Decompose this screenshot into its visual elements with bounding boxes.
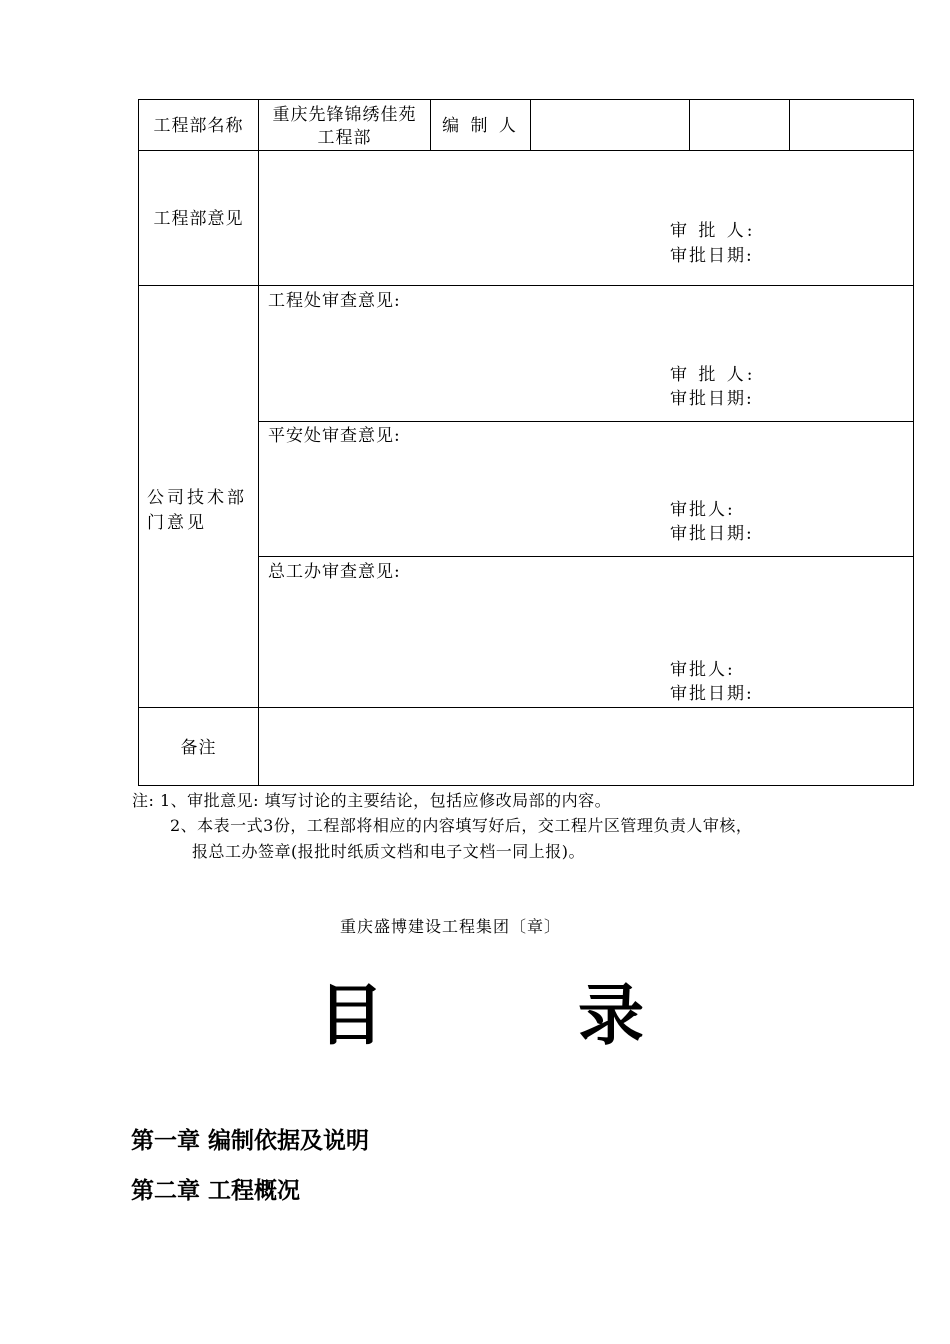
note-line-3: 报总工办签章(报批时纸质文档和电子文档一同上报)。 [192,842,585,861]
table-border-bottom [138,785,914,786]
toc-title-char-2: 录 [578,976,644,1054]
safety-review-title: 平安处审查意见: [268,426,401,446]
chief-engineer-approver-label: 审批人: [670,660,735,680]
note-line-1: 注: 1、审批意见: 填写讨论的主要结论，包括应修改局部的内容。 [132,791,612,810]
engineering-approver-label: 审 批 人: [670,365,756,385]
safety-approval-date-label: 审批日期: [670,524,754,544]
dept-opinion-field[interactable] [259,151,913,285]
note-line-2: 2、本表一式3份，工程部将相应的内容填写好后，交工程片区管理负责人审核， [170,816,753,835]
table-border-right [913,99,914,786]
table-row-divider [138,285,914,286]
dept-name-value-line2: 工程部 [317,128,372,148]
safety-approver-label: 审批人: [670,500,735,520]
engineering-review-field[interactable] [259,312,913,420]
dept-opinion-label: 工程部意见 [153,209,244,229]
company-seal-text: 重庆盛博建设工程集团〔章〕 [340,917,562,936]
blank-cell[interactable] [790,100,913,150]
toc-title-char-1: 目 [318,976,384,1054]
toc-item[interactable]: 第二章 工程概况 [131,1178,301,1204]
chief-engineer-review-title: 总工办审查意见: [268,562,401,582]
company-tech-opinion-label-line2: 门意见 [147,513,207,533]
table-border-left [138,99,139,786]
dept-name-label: 工程部名称 [153,116,244,136]
editor-value-field[interactable] [531,100,689,150]
dept-approver-label: 审 批 人: [670,221,756,241]
engineering-review-title: 工程处审查意见: [268,291,401,311]
editor-label: 编 制 人 [442,116,519,136]
blank-cell[interactable] [690,100,789,150]
safety-review-field[interactable] [259,447,913,555]
table-row-divider [258,421,914,422]
chief-engineer-review-field[interactable] [259,583,913,706]
chief-engineer-approval-date-label: 审批日期: [670,684,754,704]
remarks-label: 备注 [180,738,217,758]
company-tech-opinion-label-line1: 公司技术部 [147,488,247,508]
table-row-divider [258,556,914,557]
dept-approval-date-label: 审批日期: [670,246,754,266]
dept-name-value-line1: 重庆先锋锦绣佳苑 [272,105,417,125]
toc-item[interactable]: 第一章 编制依据及说明 [131,1128,370,1154]
engineering-approval-date-label: 审批日期: [670,389,754,409]
remarks-field[interactable] [259,708,913,785]
